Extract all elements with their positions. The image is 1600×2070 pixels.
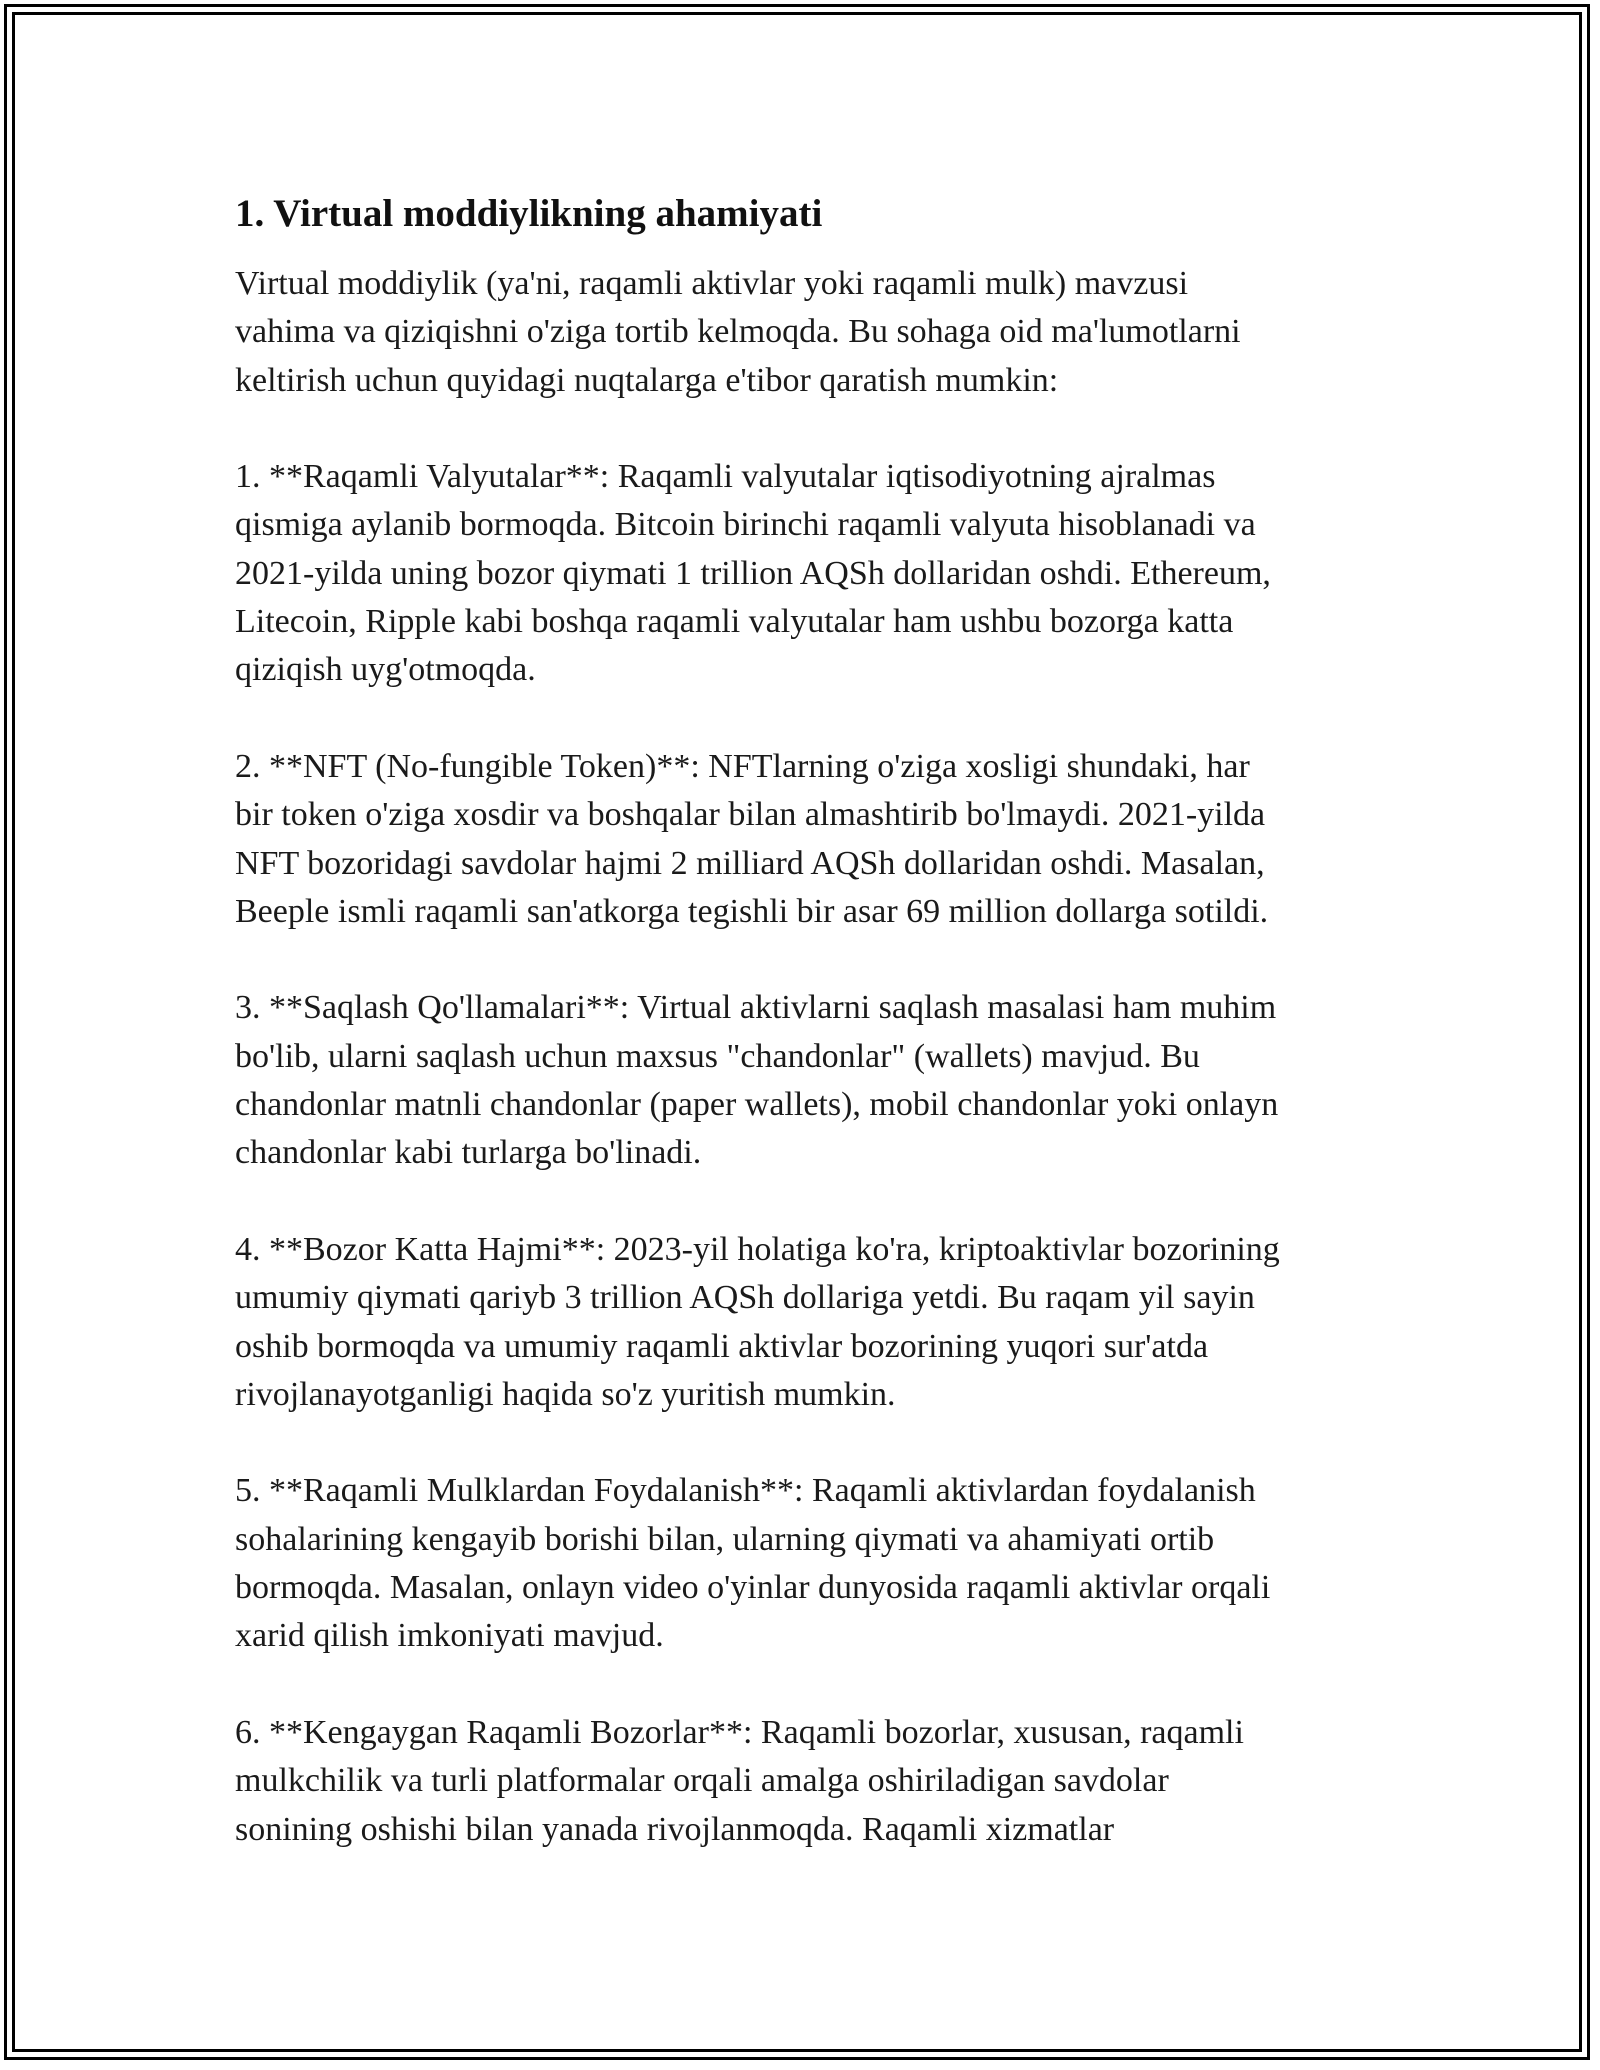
document-body: [235, 186, 1375, 1854]
list-item-digital-markets: 6. **Kengaygan Raqamli Bozorlar**: Raqamli bozorlar, xususan, raqamli mulkchilik va turli platformalar orqali amalga oshiriladigan savdolar sonining oshishi bilan yanada rivojlanmoqda. Raqamli xizmatlar: [235, 1713, 1244, 1848]
list-item-storage: 3. **Saqlash Qo'llamalari**: Virtual aktivlarni saqlash masalasi ham muhim bo'lib, ularni saqlash uchun maxsus "chandonlar" (wallets) mavjud. Bu chandonlar matnli chandonlar (paper wallets), mobil chandonlar yoki onlayn chandonlar kabi turlarga bo'linadi.: [235, 989, 1279, 1172]
intro-paragraph: Virtual moddiylik (ya'ni, raqamli aktivlar yoki raqamli mulk) mavzusi vahima va qiziqishni o'ziga tortib kelmoqda. Bu sohaga oid ma'lumotlarni keltirish uchun quyidagi nuqtalarga e'tibor qaratish mumkin:: [235, 265, 1241, 399]
list-item-nft: 2. **NFT (No-fungible Token)**: NFTlarning o'ziga xosligi shundaki, har bir token o'ziga xosdir va boshqalar bilan almashtirib bo'lmaydi. 2021-yilda NFT bozoridagi savdolar hajmi 2 milliard AQSh dollaridan oshdi. Masalan, Beeple ismli raqamli san'atkorga tegishli bir asar 69 million dollarga sotildi.: [235, 747, 1269, 930]
list-item-digital-currencies: 1. **Raqamli Valyutalar**: Raqamli valyutalar iqtisodiyotning ajralmas qismiga aylanib bormoqda. Bitcoin birinchi raqamli valyuta hisoblanadi va 2021-yilda uning bozor qiymati 1 trillion AQSh dollaridan oshdi. Ethereum, Litecoin, Ripple kabi boshqa raqamli valyutalar ham ushbu bozorga katta qiziqish uyg'otmoqda.: [235, 458, 1271, 689]
list-item-market-size: 4. **Bozor Katta Hajmi**: 2023-yil holatiga ko'ra, kriptoaktivlar bozorining umumiy qiymati qariyb 3 trillion AQSh dollariga yetdi. Bu raqam yil sayin oshib bormoqda va umumiy raqamli aktivlar bozorining yuqori sur'atda rivojlanayotganligi haqida so'z yuritish mumkin.: [235, 1230, 1280, 1413]
list-item-digital-property-use: 5. **Raqamli Mulklardan Foydalanish**: Raqamli aktivlardan foydalanish sohalarining kengayib borishi bilan, ularning qiymati va ahamiyati ortib bormoqda. Masalan, onlayn video o'yinlar dunyosida raqamli aktivlar orqali xarid qilish imkoniyati mavjud.: [235, 1472, 1271, 1655]
section-heading: 1. Virtual moddiylikning ahamiyati: [235, 192, 823, 235]
